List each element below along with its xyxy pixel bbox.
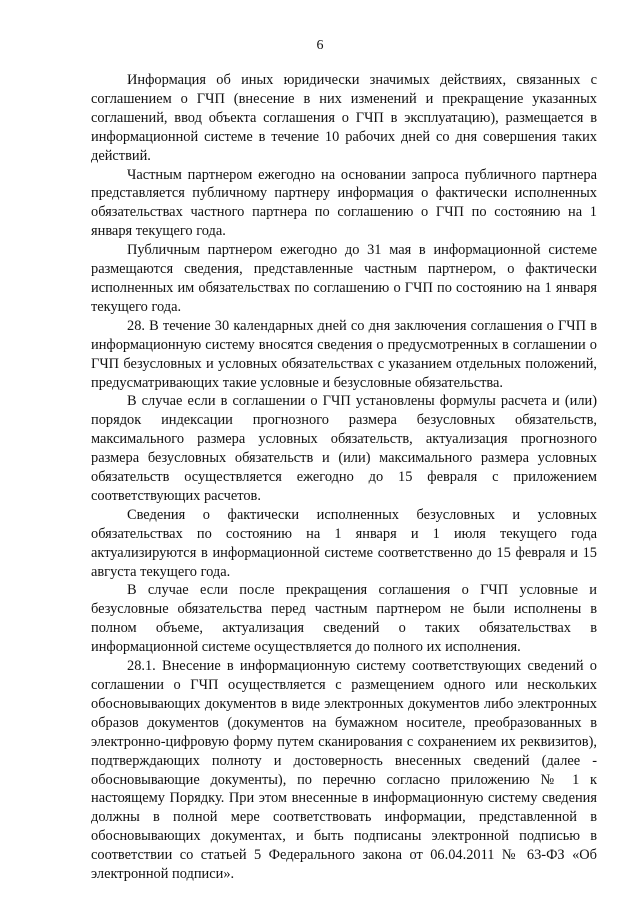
paragraph-private-partner-report: Частным партнером ежегодно на основании запроса публичного партнера представляется публичному партнеру информация о фактически исполненных обязательствах частного партнера по соглашению о ГЧП по состоянию на 1 января текущего года. (91, 166, 597, 240)
paragraph-indexation-update: В случае если в соглашении о ГЧП установлены формулы расчета и (или) порядок индексации прогнозного размера безусловных обязательств, максимального размера условных обязательств, актуализация прогнозного размера безусловных обязательств и (или) максимального размера условных обязательств осуществляется ежегодно до 15 февраля с приложением соответствующих расчетов. (91, 393, 597, 504)
page-number: 6 (316, 38, 324, 53)
paragraph-public-partner-posting: Публичным партнером ежегодно до 31 мая в информационной системе размещаются сведения, представленные частным партнером, о фактически исполненных им обязательствах по соглашению о ГЧП по состоянию на 1 января текущего года. (91, 242, 597, 315)
paragraph-fulfilled-obligations: Сведения о фактически исполненных безусловных и условных обязательствах по состоянию на 1 января и 1 июля текущего года актуализируются в информационной системе соответственно до 15 февраля и 15 августа текущего года. (91, 506, 597, 580)
paragraph-clause-28: 28. В течение 30 календарных дней со дня заключения соглашения о ГЧП в информационную систему вносятся сведения о предусмотренных в соглашении о ГЧП безусловных и условных обязательствах с указанием отдельных положений, предусматривающих такие условные и безусловные обязательства. (91, 317, 597, 391)
document-body (91, 71, 597, 884)
paragraph-legal-actions-info: Информация об иных юридически значимых действиях, связанных с соглашением о ГЧП (внесение в них изменений и прекращение указанных соглашений, ввод объекта соглашения о ГЧП в эксплуатацию), размещается в информационной системе в течение 10 рабочих дней со дня совершения таких действий. (91, 72, 597, 164)
paragraph-after-termination: В случае если после прекращения соглашения о ГЧП условные и безусловные обязательства перед частным партнером не были исполнены в полном объеме, актуализация сведений о таких обязательствах в информационной системе осуществляется до полного их исполнения. (91, 582, 597, 656)
paragraph-clause-28-1: 28.1. Внесение в информационную систему соответствующих сведений о соглашении о ГЧП осуществляется с размещением одного или нескольких обосновывающих документов в виде электронных документов либо электронных образов документов (документов на бумажном носителе, преобразованных в электронно-цифровую форму путем сканирования с сохранением их реквизитов), подтверждающих полноту и достоверность внесенных сведений (далее - обосновывающие документы), по перечню согласно приложению № 1 к настоящему Порядку. При этом внесенные в информационную систему сведения должны в полной мере соответствовать информации, представленной в обосновывающих документах, и быть подписаны электронной подписью в соответствии со статьей 5 Федерального закона от 06.04.2011 № 63-ФЗ «Об электронной подписи». (91, 658, 597, 883)
